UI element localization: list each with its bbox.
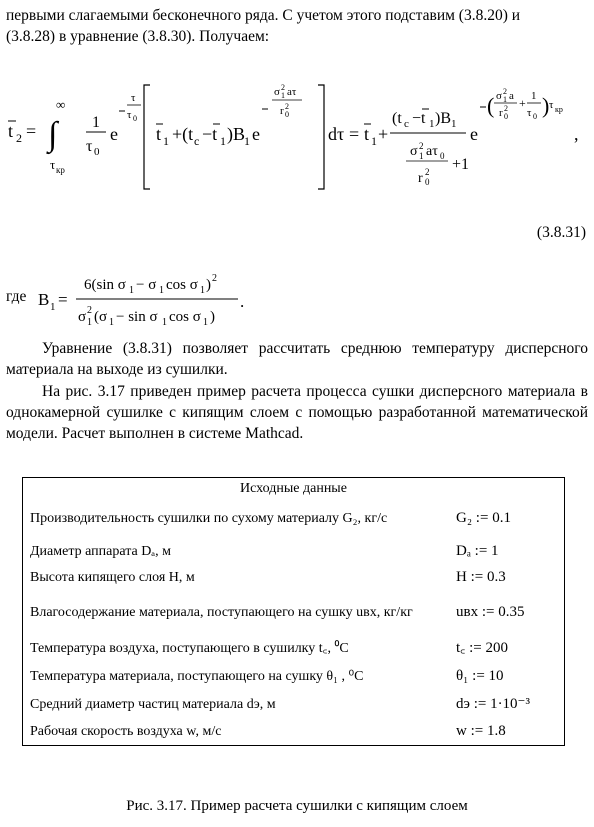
row-value: dэ := 1·10⁻³: [456, 695, 530, 712]
svg-text:−t: −t: [412, 110, 426, 128]
svg-text:1: 1: [281, 91, 285, 101]
row-label: Высота кипящего слоя H, м: [30, 569, 195, 585]
svg-text:0: 0: [440, 151, 445, 162]
intro-text-line1: первыми слагаемыми бесконечного ряда. С учетом этого подставим (3.8.20) и: [6, 7, 521, 24]
svg-text:e: e: [470, 124, 478, 145]
svg-text:1: 1: [162, 317, 167, 329]
svg-text:1: 1: [429, 118, 435, 131]
row-label: Средний диаметр частиц материала dэ, м: [30, 696, 276, 712]
table-row: [23, 499, 564, 539]
svg-text:): ): [206, 277, 211, 294]
svg-text:1: 1: [163, 134, 169, 149]
svg-text:0: 0: [425, 177, 430, 188]
svg-text:a: a: [509, 90, 514, 103]
svg-text:−t: −t: [202, 124, 218, 145]
table-row: [23, 691, 564, 719]
svg-text:− sin σ: − sin σ: [116, 309, 158, 326]
equation-3-8-31: [6, 65, 588, 213]
svg-text:+: +: [519, 96, 526, 111]
svg-text:r: r: [418, 171, 423, 187]
svg-text:кр: кр: [555, 105, 563, 115]
svg-text:t: t: [364, 124, 370, 145]
row-label: Температура воздуха, поступающего в сушилку t꜀, ⁰C: [30, 640, 349, 656]
svg-text:r: r: [499, 107, 503, 120]
svg-text:e: e: [252, 124, 260, 145]
svg-text:.: .: [240, 292, 245, 312]
paragraph-figure-intro: На рис. 3.17 приведен пример расчета процесса сушки дисперсного материала в однокамерной сушилке с кипящим слоем с помощью разработанной математической модели. Расчет выполнен в системе Mathcad.: [6, 383, 588, 442]
svg-text:2: 2: [419, 141, 424, 152]
svg-text:τ: τ: [527, 107, 532, 120]
svg-text:2: 2: [285, 102, 289, 112]
row-value: θ₁ := 10: [456, 667, 504, 684]
svg-text:+1: +1: [452, 156, 470, 174]
svg-text:aτ: aτ: [287, 86, 297, 99]
row-label: Производительность сушилки по сухому материалу G₂, кг/с: [30, 510, 388, 526]
figure-caption: Рис. 3.17. Пример расчета сушилки с кипящим слоем: [126, 798, 468, 814]
svg-text:σ: σ: [78, 309, 87, 326]
row-value: H := 0.3: [456, 568, 506, 585]
svg-text:6(sin σ: 6(sin σ: [84, 277, 126, 294]
svg-text:0: 0: [133, 114, 137, 124]
svg-text:B: B: [38, 290, 50, 310]
row-value: G₂ := 0.1: [456, 509, 511, 526]
svg-text:1: 1: [159, 285, 164, 297]
svg-text:c: c: [194, 134, 200, 149]
svg-text:(: (: [487, 93, 495, 119]
row-label: Рабочая скорость воздуха w, м/с: [30, 723, 222, 739]
svg-text:1: 1: [220, 134, 226, 149]
svg-text:σ: σ: [496, 90, 502, 103]
table-header: Исходные данные: [240, 481, 347, 496]
svg-text:1: 1: [203, 317, 208, 329]
svg-text:1: 1: [129, 285, 134, 297]
svg-text:∫: ∫: [48, 116, 58, 154]
svg-text:0: 0: [285, 110, 289, 120]
svg-text:=: =: [58, 290, 68, 310]
svg-text:τ: τ: [50, 157, 56, 173]
svg-text:): ): [210, 309, 215, 326]
svg-text:1: 1: [503, 95, 507, 105]
svg-text:t: t: [8, 121, 14, 142]
svg-text:2: 2: [504, 104, 508, 114]
svg-text:1: 1: [419, 151, 424, 162]
svg-text:2: 2: [425, 167, 430, 178]
svg-text:σ: σ: [410, 144, 418, 160]
svg-text:τ: τ: [127, 109, 132, 122]
equation-number: (3.8.31): [536, 224, 586, 242]
table-row: [23, 719, 564, 745]
svg-text:0: 0: [94, 146, 100, 159]
document-page: [6, 6, 588, 444]
svg-text:τ: τ: [131, 92, 136, 105]
svg-text:dτ: dτ: [328, 124, 345, 145]
svg-text:0: 0: [504, 112, 508, 122]
svg-text:=: =: [349, 124, 360, 145]
row-label: Диаметр аппарата Dₐ, м: [30, 543, 171, 559]
svg-text:∞: ∞: [56, 97, 66, 113]
svg-text:1: 1: [50, 301, 56, 314]
row-label: Температура материала, поступающего на сушку θ₁ , ⁰C: [30, 668, 364, 684]
b1-prefix: где: [6, 288, 27, 306]
svg-text:2: 2: [16, 131, 22, 146]
svg-text:2: 2: [503, 87, 507, 97]
svg-text:2: 2: [281, 83, 285, 93]
svg-text:=: =: [26, 121, 37, 142]
svg-text:(t: (t: [392, 110, 402, 128]
svg-text:t: t: [156, 124, 162, 145]
paragraph-equation-explanation: Уравнение (3.8.31) позволяет рассчитать среднюю температуру дисперсного материала на выходе из сушилки.: [6, 340, 588, 378]
svg-text:)B: )B: [435, 110, 451, 128]
svg-text:1: 1: [109, 317, 114, 329]
svg-text:1: 1: [87, 317, 92, 329]
svg-text:cos σ: cos σ: [169, 309, 201, 326]
svg-text:τ: τ: [549, 99, 554, 112]
svg-text:0: 0: [533, 112, 537, 122]
input-data-table: [22, 477, 565, 746]
svg-text:1: 1: [531, 90, 537, 103]
row-value: Dₐ := 1: [456, 542, 499, 559]
b1-definition: [6, 265, 588, 329]
svg-text:1: 1: [92, 114, 100, 132]
row-value: t꜀ := 200: [456, 639, 508, 656]
svg-text:σ: σ: [274, 86, 280, 99]
svg-text:r: r: [280, 105, 284, 118]
svg-text:2: 2: [212, 273, 217, 285]
row-value: w := 1.8: [456, 722, 506, 739]
row-label: Влагосодержание материала, поступающего на сушку uвх, кг/кг: [30, 604, 413, 620]
row-value: uвх := 0.35: [456, 603, 525, 620]
svg-text:)B: )B: [227, 124, 245, 145]
table-row: [23, 539, 564, 565]
svg-text:1: 1: [200, 285, 205, 297]
svg-text:aτ: aτ: [426, 144, 438, 160]
svg-text:кр: кр: [56, 165, 65, 176]
table-row: [23, 635, 564, 663]
svg-text:): ): [542, 93, 550, 119]
table-row: [23, 565, 564, 591]
table-row: [23, 663, 564, 691]
svg-text:− σ: − σ: [136, 277, 157, 294]
equation-graphic: [6, 65, 586, 213]
svg-text:+: +: [378, 124, 389, 145]
svg-text:,: ,: [574, 124, 579, 145]
svg-text:+(t: +(t: [172, 124, 194, 145]
table-row: [23, 591, 564, 635]
svg-text:1: 1: [451, 118, 457, 131]
svg-text:c: c: [404, 118, 409, 131]
svg-text:e: e: [110, 124, 118, 145]
svg-text:2: 2: [87, 305, 92, 317]
b1-formula: [32, 265, 312, 329]
intro-text-line2: (3.8.28) в уравнение (3.8.30). Получаем:: [6, 27, 270, 45]
svg-text:(σ: (σ: [94, 309, 108, 326]
svg-text:τ: τ: [86, 138, 93, 156]
svg-text:cos σ: cos σ: [166, 277, 198, 294]
svg-text:1: 1: [244, 134, 250, 149]
svg-text:1: 1: [371, 134, 377, 149]
